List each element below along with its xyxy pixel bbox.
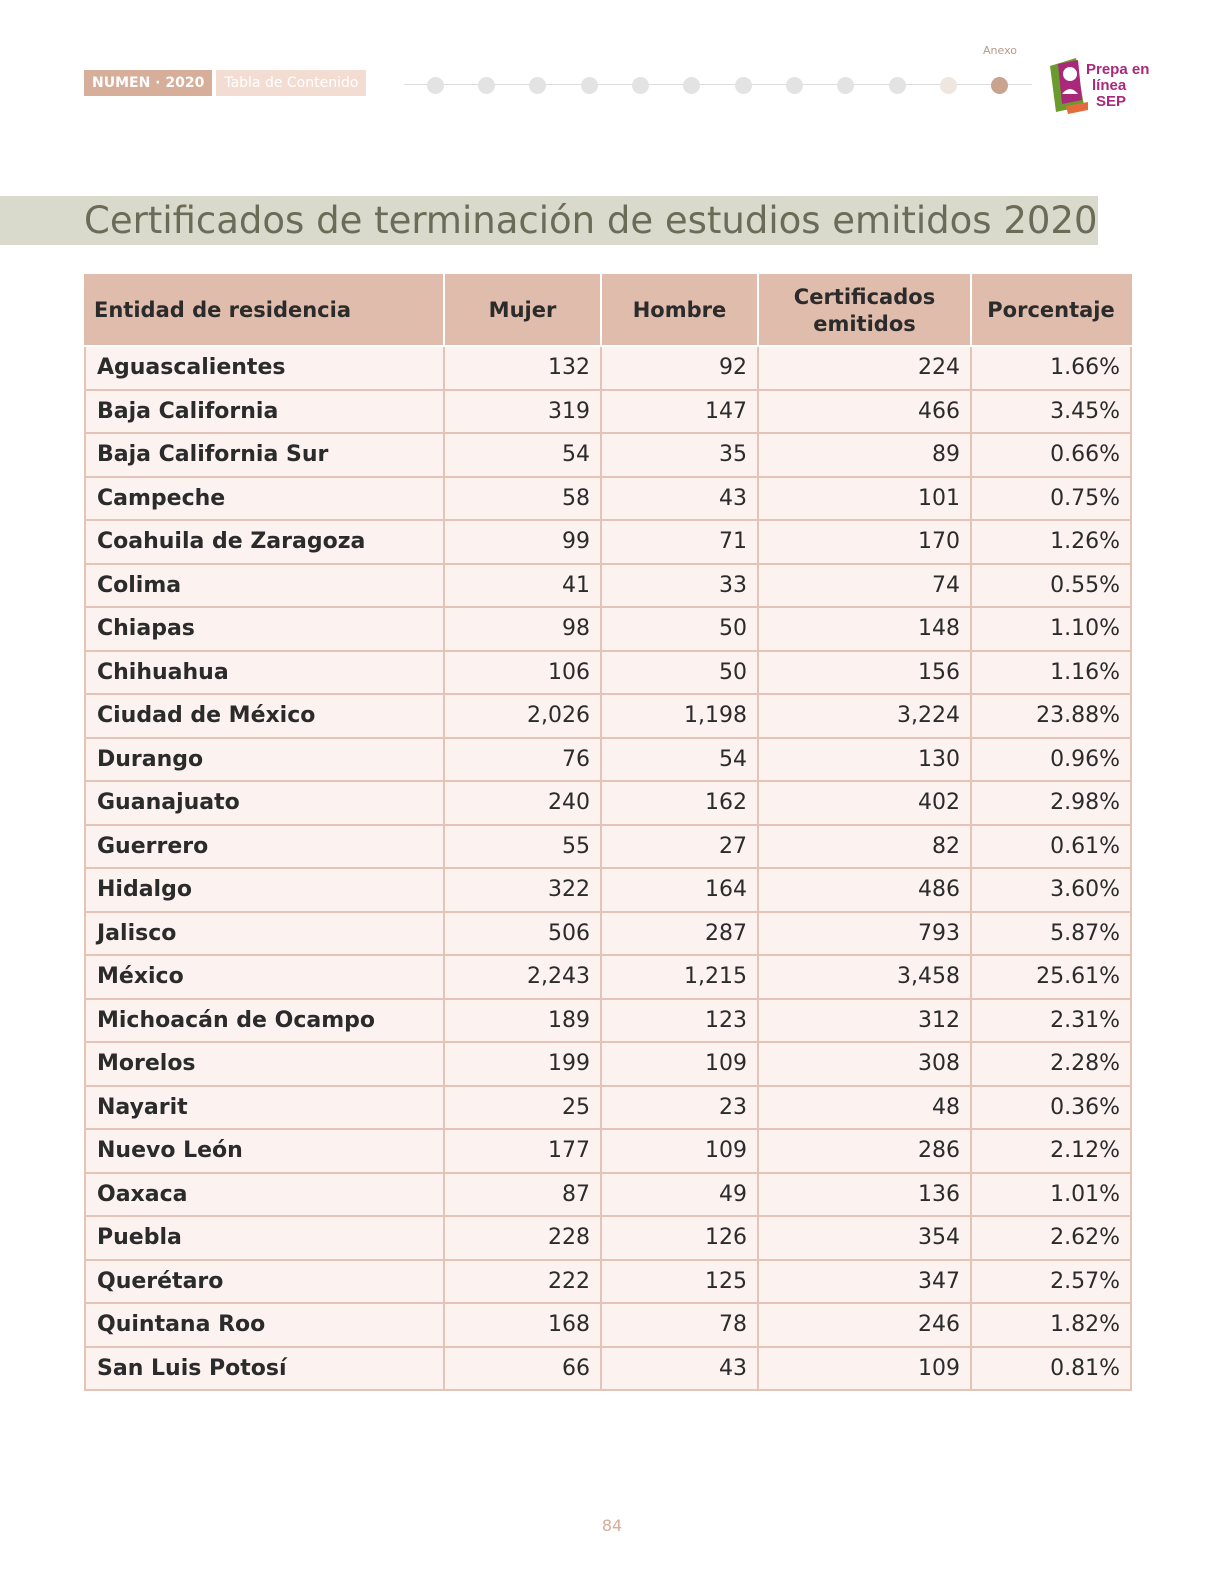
entity-name-cell: Morelos <box>85 1042 444 1086</box>
logo-text-1: Prepa en <box>1086 61 1150 78</box>
value-cell: 92 <box>601 346 758 390</box>
table-row <box>85 564 1131 608</box>
progress-dot[interactable] <box>632 77 649 94</box>
progress-dot[interactable] <box>427 77 444 94</box>
table-row <box>85 999 1131 1043</box>
table-row <box>85 1216 1131 1260</box>
table-header-row <box>85 275 1131 346</box>
value-cell: 2.28% <box>971 1042 1131 1086</box>
value-cell: 23.88% <box>971 694 1131 738</box>
value-cell: 0.96% <box>971 738 1131 782</box>
entity-name-cell: San Luis Potosí <box>85 1347 444 1391</box>
progress-dot[interactable] <box>478 77 495 94</box>
entity-name-cell: Chihuahua <box>85 651 444 695</box>
entity-name-cell: Aguascalientes <box>85 346 444 390</box>
progress-dot[interactable] <box>735 77 752 94</box>
value-cell: 2,026 <box>444 694 601 738</box>
value-cell: 48 <box>758 1086 971 1130</box>
value-cell: 189 <box>444 999 601 1043</box>
entity-name-cell: Ciudad de México <box>85 694 444 738</box>
value-cell: 0.55% <box>971 564 1131 608</box>
value-cell: 58 <box>444 477 601 521</box>
value-cell: 2.98% <box>971 781 1131 825</box>
value-cell: 354 <box>758 1216 971 1260</box>
value-cell: 0.75% <box>971 477 1131 521</box>
value-cell: 0.66% <box>971 433 1131 477</box>
value-cell: 126 <box>601 1216 758 1260</box>
value-cell: 2.62% <box>971 1216 1131 1260</box>
entity-name-cell: Puebla <box>85 1216 444 1260</box>
progress-dot[interactable] <box>940 77 957 94</box>
certificates-table <box>84 274 1132 1391</box>
entity-name-cell: Nuevo León <box>85 1129 444 1173</box>
column-header: Certificados emitidos <box>758 275 971 346</box>
section-label: Anexo <box>983 44 1017 57</box>
value-cell: 66 <box>444 1347 601 1391</box>
value-cell: 228 <box>444 1216 601 1260</box>
entity-name-cell: Michoacán de Ocampo <box>85 999 444 1043</box>
value-cell: 486 <box>758 868 971 912</box>
value-cell: 0.61% <box>971 825 1131 869</box>
value-cell: 89 <box>758 433 971 477</box>
table-row <box>85 390 1131 434</box>
table-row <box>85 1347 1131 1391</box>
value-cell: 162 <box>601 781 758 825</box>
value-cell: 1.16% <box>971 651 1131 695</box>
header-badge <box>84 70 366 96</box>
value-cell: 1.26% <box>971 520 1131 564</box>
value-cell: 43 <box>601 1347 758 1391</box>
table-row <box>85 1042 1131 1086</box>
progress-dot[interactable] <box>529 77 546 94</box>
value-cell: 3,458 <box>758 955 971 999</box>
value-cell: 78 <box>601 1303 758 1347</box>
entity-name-cell: Campeche <box>85 477 444 521</box>
value-cell: 25.61% <box>971 955 1131 999</box>
value-cell: 49 <box>601 1173 758 1217</box>
value-cell: 50 <box>601 651 758 695</box>
value-cell: 312 <box>758 999 971 1043</box>
value-cell: 0.81% <box>971 1347 1131 1391</box>
table-row <box>85 520 1131 564</box>
entity-name-cell: Colima <box>85 564 444 608</box>
value-cell: 136 <box>758 1173 971 1217</box>
value-cell: 287 <box>601 912 758 956</box>
value-cell: 0.36% <box>971 1086 1131 1130</box>
table-row <box>85 738 1131 782</box>
value-cell: 3,224 <box>758 694 971 738</box>
value-cell: 168 <box>444 1303 601 1347</box>
value-cell: 132 <box>444 346 601 390</box>
entity-name-cell: Coahuila de Zaragoza <box>85 520 444 564</box>
column-header: Mujer <box>444 275 601 346</box>
entity-name-cell: Guerrero <box>85 825 444 869</box>
value-cell: 224 <box>758 346 971 390</box>
entity-name-cell: Durango <box>85 738 444 782</box>
entity-name-cell: Jalisco <box>85 912 444 956</box>
table-row <box>85 1173 1131 1217</box>
entity-name-cell: Baja California Sur <box>85 433 444 477</box>
value-cell: 55 <box>444 825 601 869</box>
progress-dot[interactable] <box>581 77 598 94</box>
value-cell: 125 <box>601 1260 758 1304</box>
table-row <box>85 955 1131 999</box>
progress-dot[interactable] <box>683 77 700 94</box>
entity-name-cell: Nayarit <box>85 1086 444 1130</box>
value-cell: 33 <box>601 564 758 608</box>
table-row <box>85 1129 1131 1173</box>
table-row <box>85 868 1131 912</box>
value-cell: 2.31% <box>971 999 1131 1043</box>
value-cell: 1,215 <box>601 955 758 999</box>
value-cell: 130 <box>758 738 971 782</box>
value-cell: 3.45% <box>971 390 1131 434</box>
value-cell: 793 <box>758 912 971 956</box>
table-row <box>85 781 1131 825</box>
value-cell: 1.66% <box>971 346 1131 390</box>
value-cell: 2.12% <box>971 1129 1131 1173</box>
value-cell: 308 <box>758 1042 971 1086</box>
value-cell: 170 <box>758 520 971 564</box>
value-cell: 347 <box>758 1260 971 1304</box>
value-cell: 101 <box>758 477 971 521</box>
table-row <box>85 607 1131 651</box>
value-cell: 222 <box>444 1260 601 1304</box>
value-cell: 99 <box>444 520 601 564</box>
value-cell: 23 <box>601 1086 758 1130</box>
value-cell: 148 <box>758 607 971 651</box>
value-cell: 322 <box>444 868 601 912</box>
value-cell: 43 <box>601 477 758 521</box>
value-cell: 54 <box>444 433 601 477</box>
value-cell: 82 <box>758 825 971 869</box>
column-header: Hombre <box>601 275 758 346</box>
progress-dot-current[interactable] <box>991 77 1008 94</box>
entity-name-cell: Hidalgo <box>85 868 444 912</box>
value-cell: 286 <box>758 1129 971 1173</box>
table-of-contents-link[interactable]: Tabla de Contenido <box>216 70 366 96</box>
value-cell: 2.57% <box>971 1260 1131 1304</box>
value-cell: 5.87% <box>971 912 1131 956</box>
value-cell: 109 <box>601 1129 758 1173</box>
value-cell: 27 <box>601 825 758 869</box>
value-cell: 319 <box>444 390 601 434</box>
value-cell: 25 <box>444 1086 601 1130</box>
value-cell: 123 <box>601 999 758 1043</box>
value-cell: 74 <box>758 564 971 608</box>
value-cell: 164 <box>601 868 758 912</box>
value-cell: 71 <box>601 520 758 564</box>
entity-name-cell: México <box>85 955 444 999</box>
table-row <box>85 1260 1131 1304</box>
value-cell: 402 <box>758 781 971 825</box>
value-cell: 246 <box>758 1303 971 1347</box>
value-cell: 54 <box>601 738 758 782</box>
page-number: 84 <box>601 1516 623 1535</box>
entity-name-cell: Guanajuato <box>85 781 444 825</box>
table-row <box>85 477 1131 521</box>
value-cell: 3.60% <box>971 868 1131 912</box>
value-cell: 1.82% <box>971 1303 1131 1347</box>
progress-dot[interactable] <box>786 77 803 94</box>
value-cell: 1.10% <box>971 607 1131 651</box>
value-cell: 109 <box>758 1347 971 1391</box>
value-cell: 1,198 <box>601 694 758 738</box>
value-cell: 466 <box>758 390 971 434</box>
value-cell: 199 <box>444 1042 601 1086</box>
value-cell: 76 <box>444 738 601 782</box>
table-row <box>85 433 1131 477</box>
value-cell: 2,243 <box>444 955 601 999</box>
table-row <box>85 1086 1131 1130</box>
entity-name-cell: Baja California <box>85 390 444 434</box>
table-row <box>85 825 1131 869</box>
entity-name-cell: Chiapas <box>85 607 444 651</box>
numen-badge: NUMEN · 2020 <box>84 70 212 96</box>
value-cell: 87 <box>444 1173 601 1217</box>
entity-name-cell: Querétaro <box>85 1260 444 1304</box>
value-cell: 98 <box>444 607 601 651</box>
value-cell: 35 <box>601 433 758 477</box>
prepa-en-linea-logo <box>1048 54 1150 116</box>
table-row <box>85 694 1131 738</box>
progress-dot[interactable] <box>889 77 906 94</box>
table-row <box>85 1303 1131 1347</box>
value-cell: 1.01% <box>971 1173 1131 1217</box>
progress-dot[interactable] <box>837 77 854 94</box>
entity-name-cell: Oaxaca <box>85 1173 444 1217</box>
page-title: Certificados de terminación de estudios emitidos 2020 <box>84 199 1098 242</box>
table-row <box>85 912 1131 956</box>
column-header: Entidad de residencia <box>85 275 444 346</box>
value-cell: 50 <box>601 607 758 651</box>
value-cell: 156 <box>758 651 971 695</box>
entity-name-cell: Quintana Roo <box>85 1303 444 1347</box>
logo-text-3: SEP <box>1096 93 1127 110</box>
value-cell: 109 <box>601 1042 758 1086</box>
value-cell: 240 <box>444 781 601 825</box>
value-cell: 177 <box>444 1129 601 1173</box>
value-cell: 106 <box>444 651 601 695</box>
progress-track <box>404 84 1032 85</box>
column-header: Porcentaje <box>971 275 1131 346</box>
table-row <box>85 651 1131 695</box>
value-cell: 41 <box>444 564 601 608</box>
value-cell: 147 <box>601 390 758 434</box>
table-row <box>85 346 1131 390</box>
value-cell: 506 <box>444 912 601 956</box>
logo-text-2: línea <box>1092 77 1127 94</box>
